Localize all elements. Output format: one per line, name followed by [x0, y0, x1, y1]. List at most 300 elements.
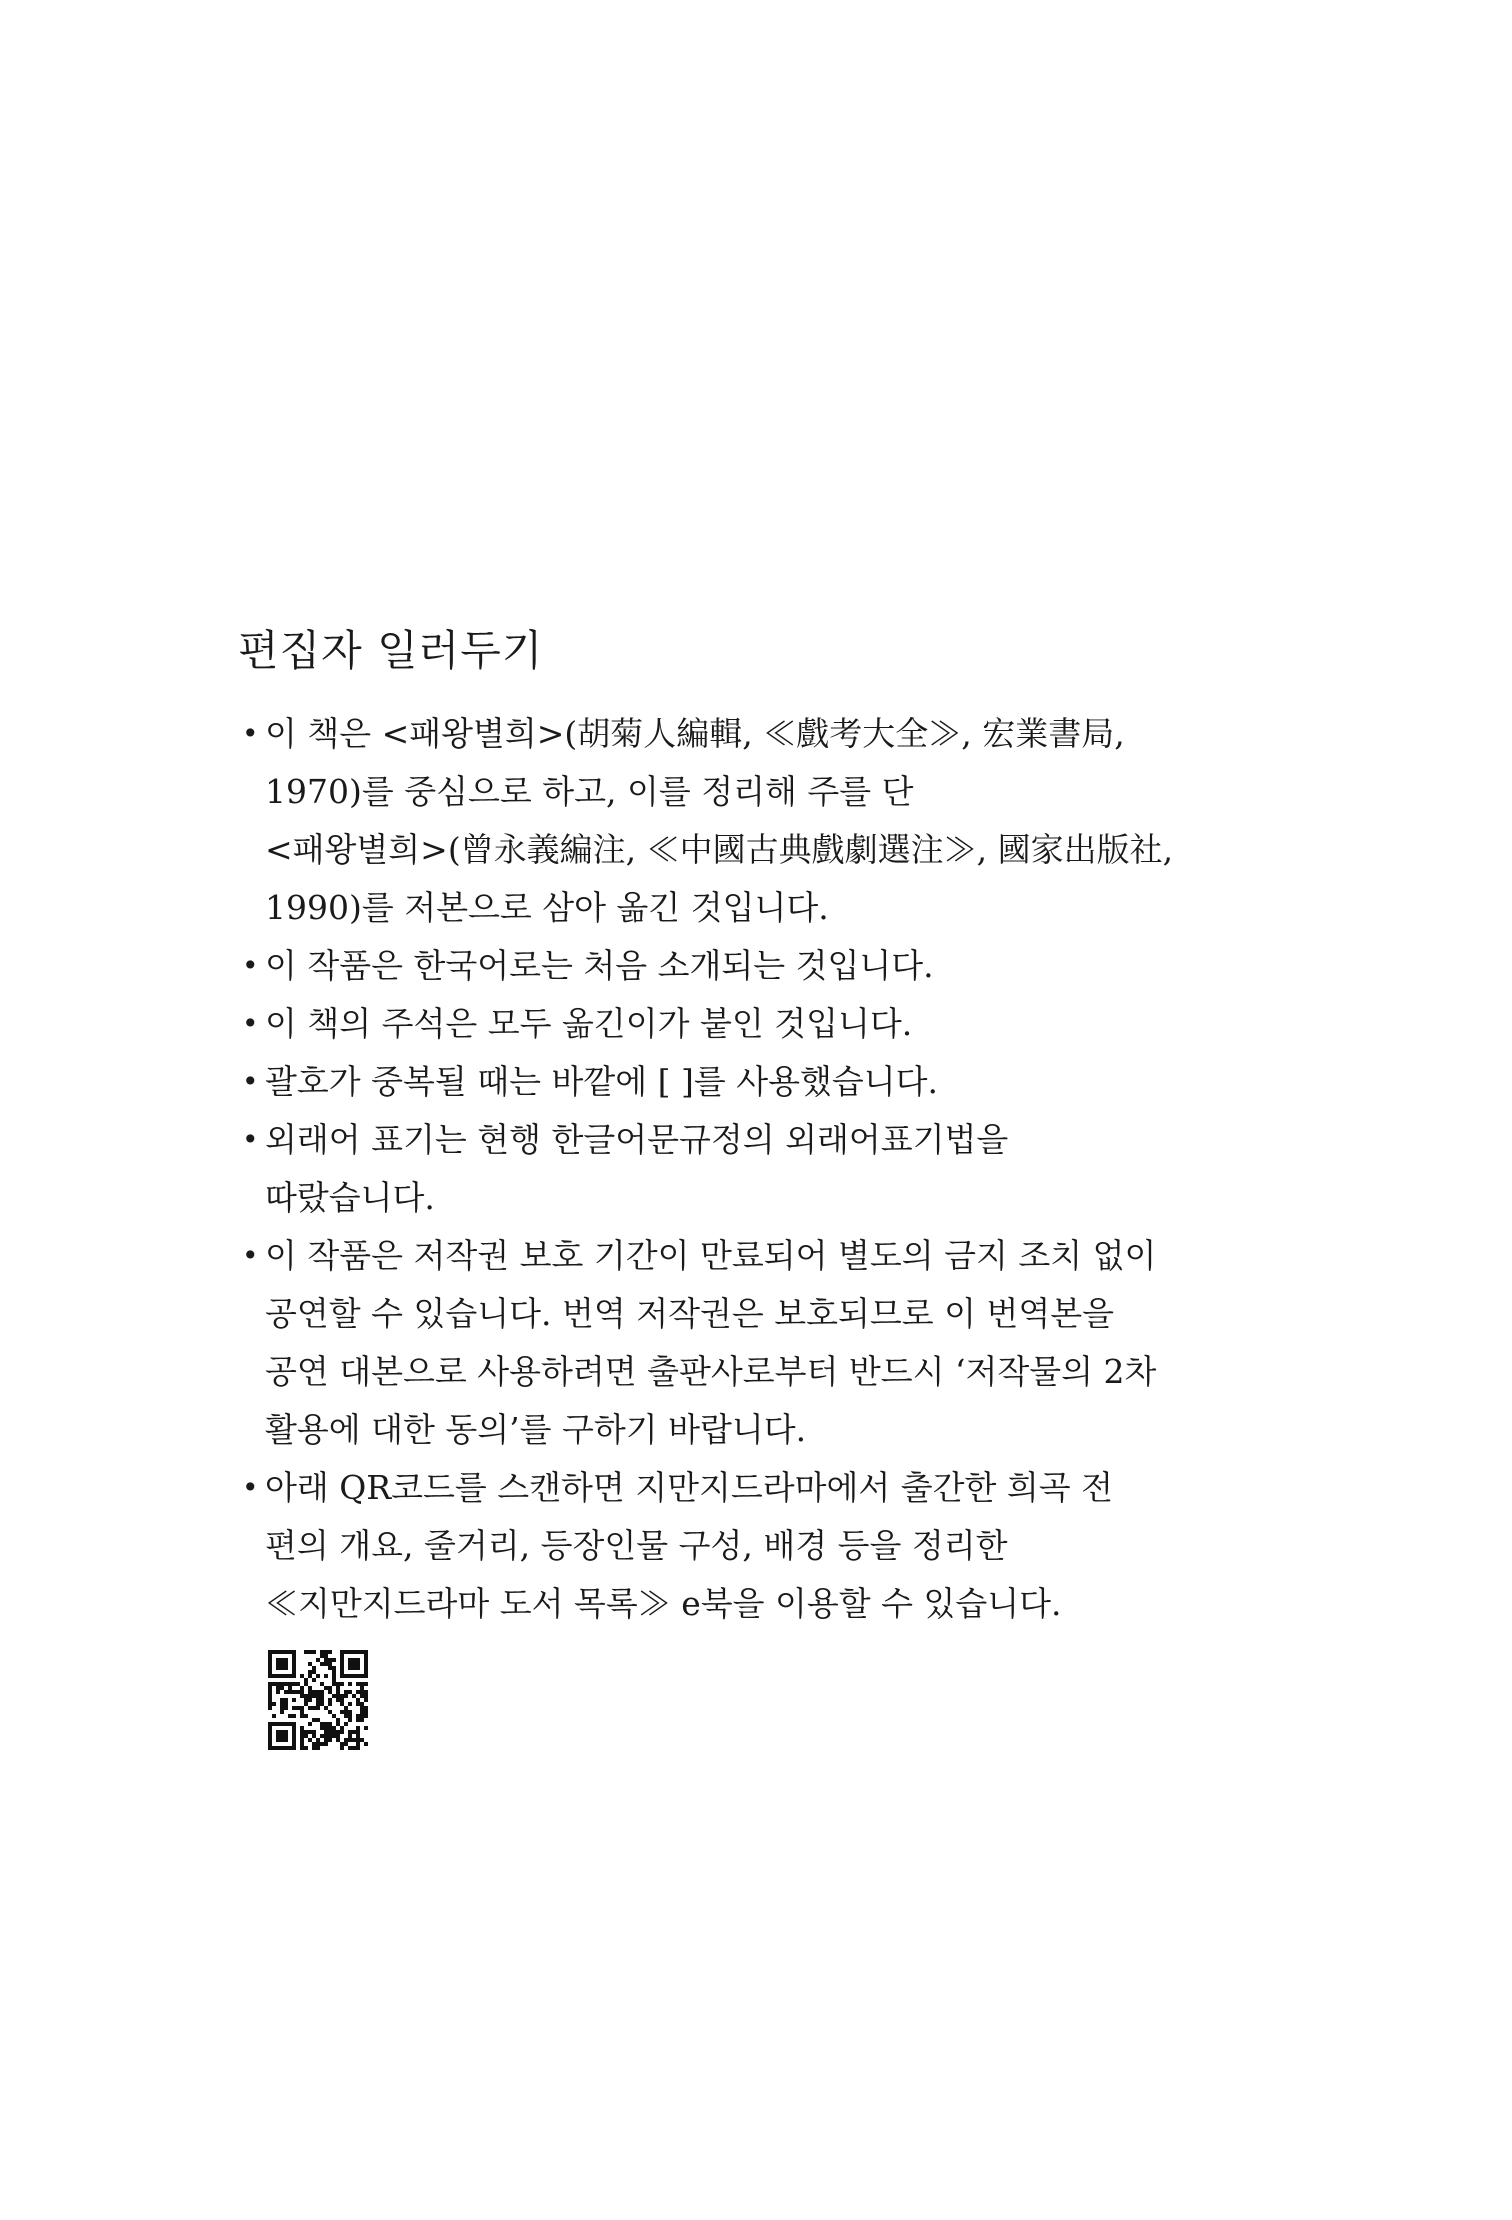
- bullet-icon: •: [242, 949, 259, 982]
- qr-module: [336, 1722, 340, 1726]
- qr-module: [312, 1678, 316, 1682]
- qr-module: [292, 1726, 296, 1730]
- qr-module: [304, 1730, 308, 1734]
- qr-module: [364, 1658, 368, 1662]
- qr-module: [272, 1722, 276, 1726]
- qr-module: [344, 1742, 348, 1746]
- note-line: 아래 QR코드를 스캔하면 지만지드라마에서 출간한 희곡 전: [265, 1468, 1114, 1507]
- qr-module: [300, 1694, 304, 1698]
- note-line: 1990)를 저본으로 삼아 옮긴 것입니다.: [265, 888, 829, 927]
- qr-module: [268, 1690, 272, 1694]
- qr-module: [348, 1738, 352, 1742]
- qr-module: [340, 1746, 344, 1750]
- qr-module: [312, 1746, 316, 1750]
- qr-module: [324, 1674, 328, 1678]
- qr-module: [356, 1662, 360, 1666]
- qr-module: [272, 1682, 276, 1686]
- qr-module: [364, 1710, 368, 1714]
- qr-module: [348, 1690, 352, 1694]
- qr-module: [336, 1694, 340, 1698]
- qr-module: [316, 1742, 320, 1746]
- qr-module: [356, 1698, 360, 1702]
- qr-module: [352, 1674, 356, 1678]
- qr-module: [268, 1702, 272, 1706]
- qr-module: [320, 1742, 324, 1746]
- qr-module: [312, 1742, 316, 1746]
- qr-module: [344, 1706, 348, 1710]
- qr-module: [276, 1746, 280, 1750]
- qr-module: [360, 1674, 364, 1678]
- qr-module: [316, 1746, 320, 1750]
- qr-module: [364, 1742, 368, 1746]
- qr-module: [328, 1690, 332, 1694]
- bullet-icon: •: [242, 1123, 259, 1156]
- qr-module: [280, 1686, 284, 1690]
- qr-module: [300, 1730, 304, 1734]
- qr-module: [324, 1730, 328, 1734]
- qr-module: [336, 1718, 340, 1722]
- qr-module: [292, 1714, 296, 1718]
- qr-code-icon[interactable]: [268, 1650, 368, 1750]
- qr-module: [340, 1662, 344, 1666]
- qr-module: [276, 1674, 280, 1678]
- note-line: 공연 대본으로 사용하려면 출판사로부터 반드시 ‘저작물의 2차: [265, 1352, 1157, 1391]
- qr-module: [308, 1706, 312, 1710]
- qr-module: [280, 1698, 284, 1702]
- qr-module: [332, 1682, 336, 1686]
- qr-module: [276, 1722, 280, 1726]
- qr-module: [284, 1698, 288, 1702]
- qr-module: [344, 1694, 348, 1698]
- qr-module: [344, 1738, 348, 1742]
- qr-module: [348, 1714, 352, 1718]
- qr-module: [300, 1686, 304, 1690]
- qr-module: [312, 1670, 316, 1674]
- note-line: 공연할 수 있습니다. 번역 저작권은 보호되므로 이 번역본을: [265, 1294, 1114, 1333]
- qr-module: [280, 1734, 284, 1738]
- qr-module: [304, 1746, 308, 1750]
- qr-module: [360, 1690, 364, 1694]
- note-line: 이 책은 <패왕별희>(胡菊人編輯, ≪戲考大全≫, 宏業書局,: [265, 714, 1125, 753]
- qr-module: [324, 1734, 328, 1738]
- qr-module: [304, 1694, 308, 1698]
- qr-module: [332, 1730, 336, 1734]
- qr-module: [324, 1662, 328, 1666]
- qr-module: [340, 1666, 344, 1670]
- note-line: 이 작품은 한국어로는 처음 소개되는 것입니다.: [265, 946, 934, 985]
- qr-module: [280, 1674, 284, 1678]
- qr-module: [360, 1710, 364, 1714]
- qr-module: [320, 1722, 324, 1726]
- qr-module: [328, 1698, 332, 1702]
- qr-module: [268, 1658, 272, 1662]
- qr-module: [300, 1674, 304, 1678]
- qr-module: [340, 1654, 344, 1658]
- qr-module: [284, 1734, 288, 1738]
- qr-module: [288, 1690, 292, 1694]
- qr-module: [268, 1670, 272, 1674]
- note-line: 외래어 표기는 현행 한글어문규정의 외래어표기법을: [265, 1120, 1009, 1159]
- qr-module: [356, 1674, 360, 1678]
- qr-module: [284, 1650, 288, 1654]
- bullet-icon: •: [242, 717, 259, 750]
- qr-module: [300, 1734, 304, 1738]
- qr-module: [268, 1730, 272, 1734]
- qr-module: [300, 1738, 304, 1742]
- qr-module: [276, 1662, 280, 1666]
- qr-module: [292, 1738, 296, 1742]
- qr-module: [328, 1722, 332, 1726]
- note-item: [238, 705, 1278, 937]
- qr-module: [344, 1650, 348, 1654]
- qr-module: [312, 1650, 316, 1654]
- qr-module: [364, 1726, 368, 1730]
- qr-module: [348, 1682, 352, 1686]
- qr-module: [348, 1746, 352, 1750]
- qr-module: [312, 1694, 316, 1698]
- qr-module: [360, 1714, 364, 1718]
- qr-module: [324, 1722, 328, 1726]
- qr-module: [320, 1690, 324, 1694]
- qr-module: [300, 1742, 304, 1746]
- note-item: [238, 1111, 1278, 1227]
- qr-module: [308, 1738, 312, 1742]
- qr-module: [308, 1662, 312, 1666]
- qr-module: [304, 1682, 308, 1686]
- qr-module: [304, 1734, 308, 1738]
- note-item: [238, 1227, 1278, 1459]
- note-line: 따랐습니다.: [265, 1178, 435, 1217]
- qr-module: [280, 1738, 284, 1742]
- qr-module: [356, 1702, 360, 1706]
- note-line: 괄호가 중복될 때는 바깥에 [ ]를 사용했습니다.: [265, 1062, 938, 1101]
- note-item: [238, 1053, 1278, 1111]
- note-item: [238, 937, 1278, 995]
- qr-module: [292, 1674, 296, 1678]
- qr-module: [308, 1650, 312, 1654]
- qr-module: [308, 1730, 312, 1734]
- qr-module: [268, 1726, 272, 1730]
- qr-module: [304, 1650, 308, 1654]
- qr-module: [292, 1746, 296, 1750]
- qr-module: [280, 1706, 284, 1710]
- qr-module: [356, 1730, 360, 1734]
- qr-module: [336, 1698, 340, 1702]
- qr-module: [276, 1734, 280, 1738]
- qr-module: [356, 1650, 360, 1654]
- qr-module: [272, 1650, 276, 1654]
- qr-module: [356, 1734, 360, 1738]
- qr-module: [292, 1666, 296, 1670]
- qr-module: [276, 1682, 280, 1686]
- qr-module: [316, 1674, 320, 1678]
- qr-module: [308, 1698, 312, 1702]
- qr-module: [364, 1694, 368, 1698]
- qr-module: [312, 1690, 316, 1694]
- note-line: 이 책의 주석은 모두 옮긴이가 붙인 것입니다.: [265, 1004, 913, 1043]
- qr-module: [304, 1714, 308, 1718]
- qr-module: [284, 1746, 288, 1750]
- qr-module: [324, 1650, 328, 1654]
- qr-module: [288, 1650, 292, 1654]
- qr-module: [268, 1722, 272, 1726]
- qr-module: [312, 1730, 316, 1734]
- qr-module: [360, 1738, 364, 1742]
- bullet-icon: •: [242, 1065, 259, 1098]
- qr-module: [336, 1682, 340, 1686]
- qr-module: [344, 1674, 348, 1678]
- qr-module: [312, 1734, 316, 1738]
- qr-module: [312, 1666, 316, 1670]
- qr-module: [364, 1682, 368, 1686]
- qr-module: [356, 1746, 360, 1750]
- qr-module: [272, 1702, 276, 1706]
- qr-module: [348, 1702, 352, 1706]
- qr-module: [364, 1666, 368, 1670]
- note-line: 1970)를 중심으로 하고, 이를 정리해 주를 단: [265, 772, 914, 811]
- qr-module: [344, 1722, 348, 1726]
- qr-module: [308, 1694, 312, 1698]
- qr-module: [340, 1658, 344, 1662]
- notes-list: [238, 705, 1278, 1633]
- qr-module: [308, 1674, 312, 1678]
- qr-module: [288, 1682, 292, 1686]
- qr-module: [332, 1694, 336, 1698]
- qr-module: [296, 1682, 300, 1686]
- qr-module: [292, 1650, 296, 1654]
- qr-module: [320, 1650, 324, 1654]
- page-title: 편집자 일러두기: [238, 626, 544, 675]
- qr-module: [340, 1650, 344, 1654]
- qr-module: [312, 1718, 316, 1722]
- qr-module: [284, 1722, 288, 1726]
- qr-module: [328, 1738, 332, 1742]
- qr-module: [284, 1690, 288, 1694]
- qr-module: [360, 1682, 364, 1686]
- qr-module: [320, 1694, 324, 1698]
- qr-module: [300, 1690, 304, 1694]
- qr-module: [348, 1718, 352, 1722]
- qr-module: [328, 1658, 332, 1662]
- qr-module: [328, 1710, 332, 1714]
- qr-module: [284, 1666, 288, 1670]
- qr-module: [272, 1746, 276, 1750]
- qr-module: [348, 1734, 352, 1738]
- qr-module: [292, 1706, 296, 1710]
- qr-module: [360, 1650, 364, 1654]
- qr-module: [268, 1654, 272, 1658]
- note-item: [238, 995, 1278, 1053]
- qr-module: [268, 1742, 272, 1746]
- qr-module: [332, 1726, 336, 1730]
- qr-module: [284, 1702, 288, 1706]
- qr-module: [348, 1658, 352, 1662]
- qr-module: [280, 1666, 284, 1670]
- qr-module: [356, 1742, 360, 1746]
- qr-module: [300, 1706, 304, 1710]
- qr-module: [312, 1706, 316, 1710]
- qr-module: [356, 1718, 360, 1722]
- qr-module: [340, 1670, 344, 1674]
- qr-module: [268, 1694, 272, 1698]
- qr-module: [320, 1726, 324, 1730]
- qr-module: [328, 1666, 332, 1670]
- qr-module: [292, 1670, 296, 1674]
- qr-module: [288, 1686, 292, 1690]
- qr-module: [348, 1674, 352, 1678]
- qr-module: [280, 1650, 284, 1654]
- qr-module: [280, 1658, 284, 1662]
- qr-module: [300, 1710, 304, 1714]
- qr-module: [332, 1670, 336, 1674]
- qr-module: [288, 1746, 292, 1750]
- qr-module: [348, 1730, 352, 1734]
- qr-module: [284, 1682, 288, 1686]
- qr-module: [364, 1706, 368, 1710]
- qr-module: [320, 1682, 324, 1686]
- qr-module: [344, 1710, 348, 1714]
- qr-module: [280, 1682, 284, 1686]
- qr-module: [280, 1662, 284, 1666]
- qr-module: [332, 1666, 336, 1670]
- qr-module: [280, 1702, 284, 1706]
- qr-module: [356, 1682, 360, 1686]
- qr-module: [276, 1730, 280, 1734]
- qr-module: [292, 1730, 296, 1734]
- qr-module: [288, 1674, 292, 1678]
- qr-module: [304, 1678, 308, 1682]
- qr-module: [272, 1714, 276, 1718]
- qr-module: [320, 1662, 324, 1666]
- qr-module: [320, 1698, 324, 1702]
- qr-module: [356, 1658, 360, 1662]
- qr-module: [360, 1718, 364, 1722]
- qr-module: [340, 1710, 344, 1714]
- qr-module: [348, 1650, 352, 1654]
- qr-module: [364, 1674, 368, 1678]
- qr-module: [268, 1734, 272, 1738]
- qr-module: [316, 1698, 320, 1702]
- qr-module: [268, 1662, 272, 1666]
- qr-module: [328, 1686, 332, 1690]
- qr-module: [324, 1654, 328, 1658]
- qr-module: [292, 1722, 296, 1726]
- qr-module: [324, 1686, 328, 1690]
- qr-module: [280, 1746, 284, 1750]
- qr-module: [280, 1710, 284, 1714]
- qr-module: [340, 1682, 344, 1686]
- qr-module: [352, 1730, 356, 1734]
- qr-module: [300, 1714, 304, 1718]
- qr-module: [276, 1666, 280, 1670]
- qr-module: [336, 1690, 340, 1694]
- qr-module: [348, 1666, 352, 1670]
- bullet-icon: •: [242, 1471, 259, 1504]
- qr-module: [292, 1682, 296, 1686]
- qr-module: [360, 1686, 364, 1690]
- qr-module: [300, 1746, 304, 1750]
- qr-module: [292, 1742, 296, 1746]
- qr-module: [276, 1738, 280, 1742]
- qr-module: [268, 1674, 272, 1678]
- bullet-icon: •: [242, 1239, 259, 1272]
- qr-module: [324, 1658, 328, 1662]
- qr-module: [292, 1654, 296, 1658]
- qr-module: [332, 1658, 336, 1662]
- note-item: [238, 1459, 1278, 1633]
- qr-module: [348, 1710, 352, 1714]
- qr-module: [268, 1698, 272, 1702]
- qr-module: [292, 1690, 296, 1694]
- qr-module: [268, 1686, 272, 1690]
- qr-module: [332, 1678, 336, 1682]
- qr-module: [352, 1746, 356, 1750]
- qr-module: [284, 1658, 288, 1662]
- qr-module: [336, 1686, 340, 1690]
- note-line: ≪지만지드라마 도서 목록≫ e북을 이용할 수 있습니다.: [265, 1584, 1062, 1623]
- qr-module: [340, 1730, 344, 1734]
- note-line: 이 작품은 저작권 보호 기간이 만료되어 별도의 금지 조치 없이: [265, 1236, 1157, 1275]
- note-line: 편의 개요, 줄거리, 등장인물 구성, 배경 등을 정리한: [265, 1526, 1008, 1565]
- qr-module: [364, 1654, 368, 1658]
- qr-module: [316, 1658, 320, 1662]
- qr-module: [340, 1694, 344, 1698]
- qr-module: [328, 1650, 332, 1654]
- qr-module: [328, 1734, 332, 1738]
- note-line: 활용에 대한 동의’를 구하기 바랍니다.: [265, 1410, 807, 1449]
- qr-module: [352, 1738, 356, 1742]
- qr-module: [292, 1734, 296, 1738]
- qr-module: [364, 1690, 368, 1694]
- qr-module: [356, 1726, 360, 1730]
- qr-module: [336, 1738, 340, 1742]
- qr-module: [308, 1670, 312, 1674]
- qr-module: [276, 1650, 280, 1654]
- qr-module: [328, 1726, 332, 1730]
- qr-module: [352, 1694, 356, 1698]
- qr-module: [316, 1690, 320, 1694]
- qr-module: [292, 1658, 296, 1662]
- qr-module: [284, 1730, 288, 1734]
- qr-module: [360, 1706, 364, 1710]
- qr-module: [364, 1662, 368, 1666]
- qr-module: [280, 1722, 284, 1726]
- qr-module: [316, 1702, 320, 1706]
- qr-module: [320, 1734, 324, 1738]
- qr-module: [340, 1698, 344, 1702]
- qr-module: [320, 1702, 324, 1706]
- qr-module: [344, 1690, 348, 1694]
- qr-module: [268, 1666, 272, 1670]
- qr-module: [276, 1658, 280, 1662]
- qr-module: [268, 1650, 272, 1654]
- qr-module: [324, 1726, 328, 1730]
- qr-module: [332, 1714, 336, 1718]
- qr-module: [356, 1714, 360, 1718]
- bullet-icon: •: [242, 1007, 259, 1040]
- qr-module: [332, 1674, 336, 1678]
- qr-module: [316, 1694, 320, 1698]
- qr-module: [352, 1662, 356, 1666]
- qr-module: [292, 1698, 296, 1702]
- qr-module: [284, 1674, 288, 1678]
- qr-module: [276, 1690, 280, 1694]
- qr-module: [360, 1694, 364, 1698]
- qr-module: [316, 1706, 320, 1710]
- qr-module: [356, 1666, 360, 1670]
- qr-module: [296, 1690, 300, 1694]
- qr-module: [296, 1706, 300, 1710]
